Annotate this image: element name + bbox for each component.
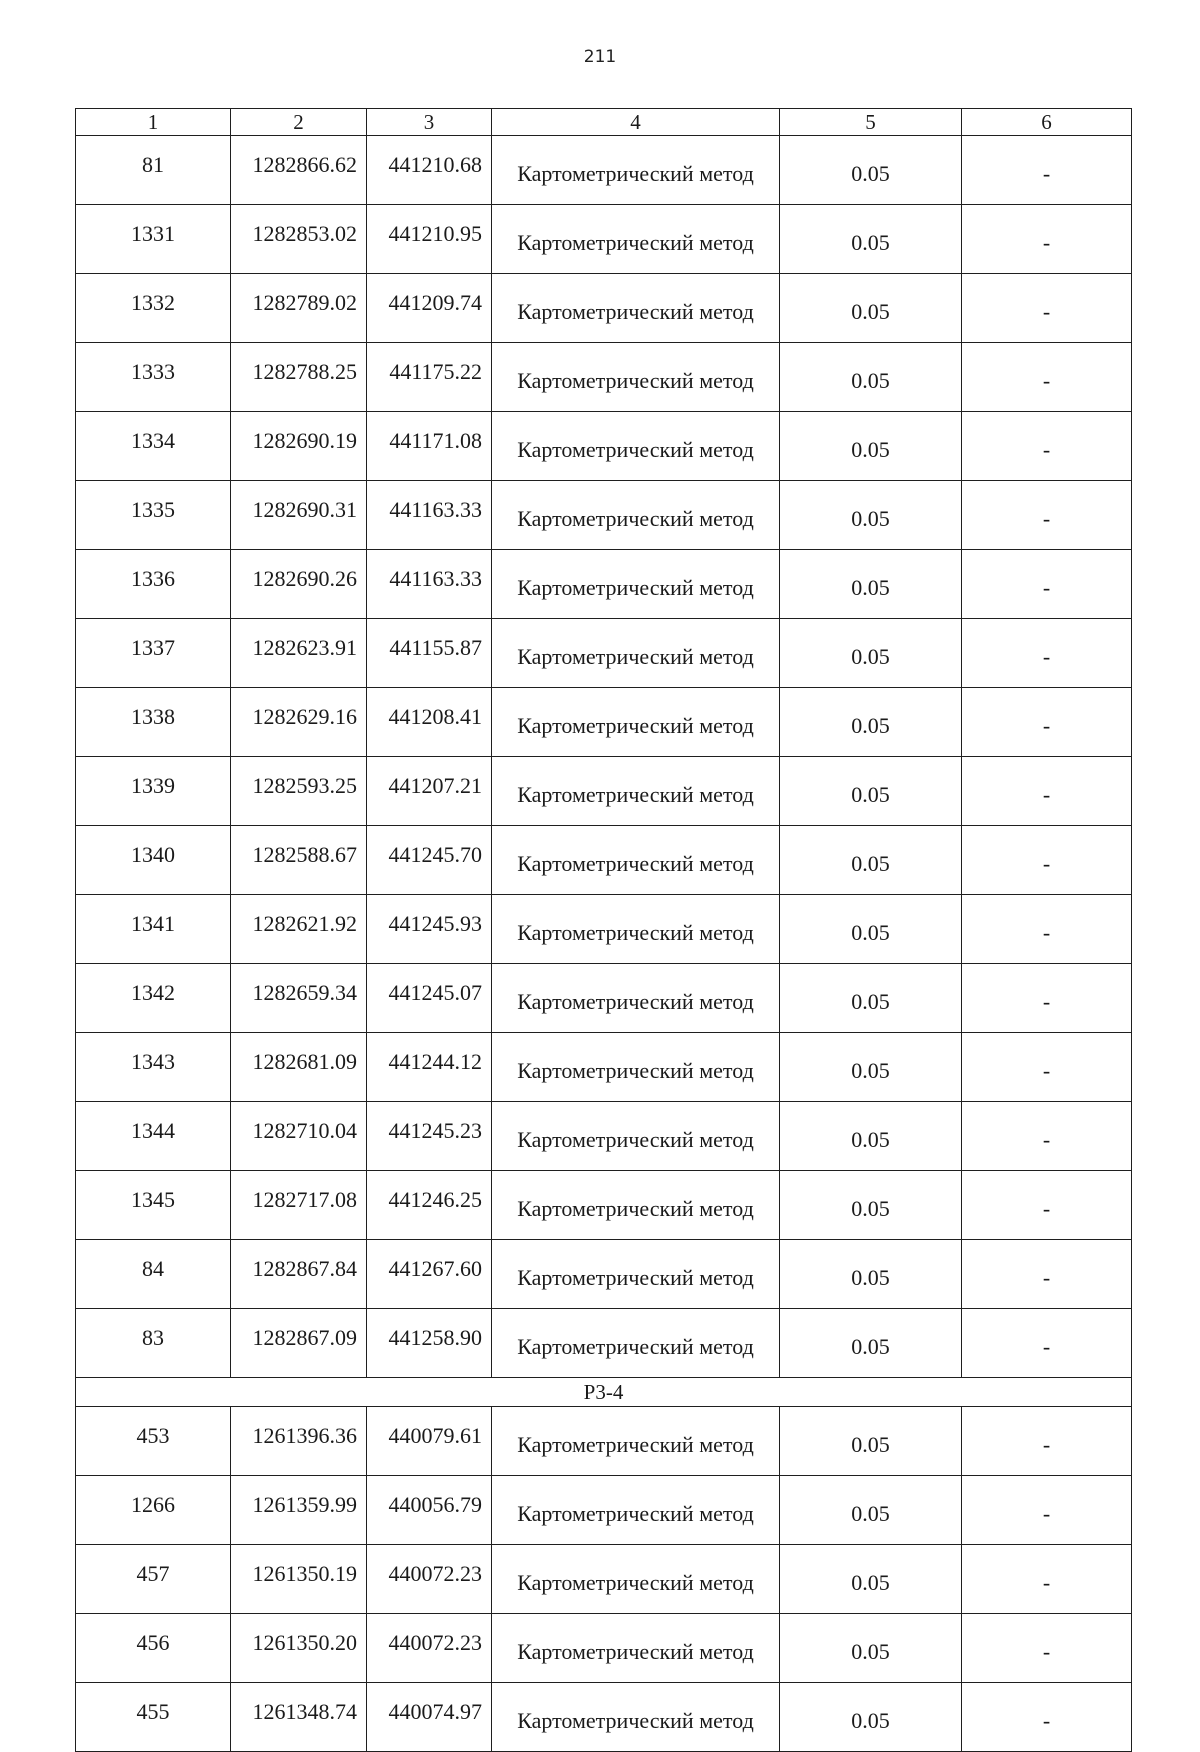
x-coordinate-cell: 1282867.09 bbox=[231, 1309, 367, 1378]
point-number-cell: 81 bbox=[76, 136, 231, 205]
table-row bbox=[76, 1614, 1132, 1683]
accuracy-cell: 0.05 bbox=[780, 1309, 962, 1378]
y-coordinate-cell: 441246.25 bbox=[367, 1171, 492, 1240]
table-row bbox=[76, 481, 1132, 550]
x-coordinate-cell: 1282659.34 bbox=[231, 964, 367, 1033]
point-number-cell: 455 bbox=[76, 1683, 231, 1752]
point-number-cell: 1340 bbox=[76, 826, 231, 895]
accuracy-cell: 0.05 bbox=[780, 964, 962, 1033]
note-cell: - bbox=[962, 757, 1132, 826]
x-coordinate-cell: 1282690.19 bbox=[231, 412, 367, 481]
note-cell: - bbox=[962, 1309, 1132, 1378]
x-coordinate-cell: 1282629.16 bbox=[231, 688, 367, 757]
method-cell: Картометрический метод bbox=[492, 757, 780, 826]
y-coordinate-cell: 441175.22 bbox=[367, 343, 492, 412]
point-number-cell: 84 bbox=[76, 1240, 231, 1309]
point-number-cell: 1344 bbox=[76, 1102, 231, 1171]
method-cell: Картометрический метод bbox=[492, 1240, 780, 1309]
accuracy-cell: 0.05 bbox=[780, 826, 962, 895]
point-number-cell: 1335 bbox=[76, 481, 231, 550]
point-number-cell: 1342 bbox=[76, 964, 231, 1033]
y-coordinate-cell: 441163.33 bbox=[367, 550, 492, 619]
x-coordinate-cell: 1282623.91 bbox=[231, 619, 367, 688]
method-cell: Картометрический метод bbox=[492, 1171, 780, 1240]
y-coordinate-cell: 440079.61 bbox=[367, 1407, 492, 1476]
column-header: 1 bbox=[76, 109, 231, 136]
x-coordinate-cell: 1282690.31 bbox=[231, 481, 367, 550]
note-cell: - bbox=[962, 1033, 1132, 1102]
y-coordinate-cell: 441267.60 bbox=[367, 1240, 492, 1309]
method-cell: Картометрический метод bbox=[492, 1683, 780, 1752]
note-cell: - bbox=[962, 688, 1132, 757]
y-coordinate-cell: 441171.08 bbox=[367, 412, 492, 481]
column-header: 2 bbox=[231, 109, 367, 136]
note-cell: - bbox=[962, 964, 1132, 1033]
method-cell: Картометрический метод bbox=[492, 136, 780, 205]
y-coordinate-cell: 440072.23 bbox=[367, 1545, 492, 1614]
x-coordinate-cell: 1282593.25 bbox=[231, 757, 367, 826]
table-row bbox=[76, 136, 1132, 205]
method-cell: Картометрический метод bbox=[492, 481, 780, 550]
page-number: 211 bbox=[583, 47, 617, 67]
table-row bbox=[76, 274, 1132, 343]
note-cell: - bbox=[962, 1545, 1132, 1614]
x-coordinate-cell: 1282690.26 bbox=[231, 550, 367, 619]
column-header: 6 bbox=[962, 109, 1132, 136]
table-body bbox=[76, 136, 1132, 1752]
point-number-cell: 1336 bbox=[76, 550, 231, 619]
y-coordinate-cell: 440074.97 bbox=[367, 1683, 492, 1752]
method-cell: Картометрический метод bbox=[492, 1545, 780, 1614]
x-coordinate-cell: 1282710.04 bbox=[231, 1102, 367, 1171]
x-coordinate-cell: 1261350.20 bbox=[231, 1614, 367, 1683]
table-row bbox=[76, 619, 1132, 688]
table-row bbox=[76, 1545, 1132, 1614]
header-row bbox=[76, 109, 1132, 136]
x-coordinate-cell: 1282588.67 bbox=[231, 826, 367, 895]
table-row bbox=[76, 1102, 1132, 1171]
section-title: Р3-4 bbox=[76, 1378, 1132, 1407]
point-number-cell: 1338 bbox=[76, 688, 231, 757]
y-coordinate-cell: 441245.93 bbox=[367, 895, 492, 964]
point-number-cell: 1343 bbox=[76, 1033, 231, 1102]
point-number-cell: 1334 bbox=[76, 412, 231, 481]
y-coordinate-cell: 441163.33 bbox=[367, 481, 492, 550]
point-number-cell: 1266 bbox=[76, 1476, 231, 1545]
method-cell: Картометрический метод bbox=[492, 205, 780, 274]
y-coordinate-cell: 441209.74 bbox=[367, 274, 492, 343]
table-row bbox=[76, 1240, 1132, 1309]
accuracy-cell: 0.05 bbox=[780, 412, 962, 481]
x-coordinate-cell: 1282717.08 bbox=[231, 1171, 367, 1240]
note-cell: - bbox=[962, 343, 1132, 412]
table-row bbox=[76, 1407, 1132, 1476]
point-number-cell: 453 bbox=[76, 1407, 231, 1476]
section-row bbox=[76, 1378, 1132, 1407]
point-number-cell: 1341 bbox=[76, 895, 231, 964]
method-cell: Картометрический метод bbox=[492, 619, 780, 688]
note-cell: - bbox=[962, 619, 1132, 688]
table-row bbox=[76, 895, 1132, 964]
y-coordinate-cell: 441208.41 bbox=[367, 688, 492, 757]
coordinates-table bbox=[75, 108, 1132, 1752]
y-coordinate-cell: 441245.70 bbox=[367, 826, 492, 895]
accuracy-cell: 0.05 bbox=[780, 895, 962, 964]
method-cell: Картометрический метод bbox=[492, 1614, 780, 1683]
method-cell: Картометрический метод bbox=[492, 1407, 780, 1476]
note-cell: - bbox=[962, 1102, 1132, 1171]
method-cell: Картометрический метод bbox=[492, 826, 780, 895]
note-cell: - bbox=[962, 136, 1132, 205]
y-coordinate-cell: 441155.87 bbox=[367, 619, 492, 688]
x-coordinate-cell: 1282853.02 bbox=[231, 205, 367, 274]
note-cell: - bbox=[962, 1240, 1132, 1309]
accuracy-cell: 0.05 bbox=[780, 1545, 962, 1614]
accuracy-cell: 0.05 bbox=[780, 205, 962, 274]
note-cell: - bbox=[962, 550, 1132, 619]
method-cell: Картометрический метод bbox=[492, 412, 780, 481]
method-cell: Картометрический метод bbox=[492, 1476, 780, 1545]
y-coordinate-cell: 440072.23 bbox=[367, 1614, 492, 1683]
note-cell: - bbox=[962, 1683, 1132, 1752]
table-row bbox=[76, 757, 1132, 826]
x-coordinate-cell: 1261359.99 bbox=[231, 1476, 367, 1545]
table-row bbox=[76, 412, 1132, 481]
method-cell: Картометрический метод bbox=[492, 1102, 780, 1171]
note-cell: - bbox=[962, 895, 1132, 964]
accuracy-cell: 0.05 bbox=[780, 1240, 962, 1309]
table-header bbox=[76, 109, 1132, 136]
y-coordinate-cell: 441207.21 bbox=[367, 757, 492, 826]
table-row bbox=[76, 1309, 1132, 1378]
table-row bbox=[76, 964, 1132, 1033]
x-coordinate-cell: 1282621.92 bbox=[231, 895, 367, 964]
accuracy-cell: 0.05 bbox=[780, 1614, 962, 1683]
x-coordinate-cell: 1282681.09 bbox=[231, 1033, 367, 1102]
note-cell: - bbox=[962, 1614, 1132, 1683]
accuracy-cell: 0.05 bbox=[780, 757, 962, 826]
method-cell: Картометрический метод bbox=[492, 895, 780, 964]
accuracy-cell: 0.05 bbox=[780, 1171, 962, 1240]
method-cell: Картометрический метод bbox=[492, 1033, 780, 1102]
table-row bbox=[76, 1171, 1132, 1240]
x-coordinate-cell: 1282788.25 bbox=[231, 343, 367, 412]
point-number-cell: 1332 bbox=[76, 274, 231, 343]
point-number-cell: 1339 bbox=[76, 757, 231, 826]
x-coordinate-cell: 1282789.02 bbox=[231, 274, 367, 343]
accuracy-cell: 0.05 bbox=[780, 1683, 962, 1752]
note-cell: - bbox=[962, 274, 1132, 343]
accuracy-cell: 0.05 bbox=[780, 1102, 962, 1171]
accuracy-cell: 0.05 bbox=[780, 343, 962, 412]
accuracy-cell: 0.05 bbox=[780, 550, 962, 619]
x-coordinate-cell: 1282867.84 bbox=[231, 1240, 367, 1309]
y-coordinate-cell: 441245.23 bbox=[367, 1102, 492, 1171]
method-cell: Картометрический метод bbox=[492, 688, 780, 757]
y-coordinate-cell: 441210.95 bbox=[367, 205, 492, 274]
method-cell: Картометрический метод bbox=[492, 274, 780, 343]
point-number-cell: 83 bbox=[76, 1309, 231, 1378]
table-row bbox=[76, 205, 1132, 274]
x-coordinate-cell: 1261350.19 bbox=[231, 1545, 367, 1614]
note-cell: - bbox=[962, 481, 1132, 550]
point-number-cell: 1333 bbox=[76, 343, 231, 412]
accuracy-cell: 0.05 bbox=[780, 688, 962, 757]
column-header: 5 bbox=[780, 109, 962, 136]
column-header: 4 bbox=[492, 109, 780, 136]
note-cell: - bbox=[962, 1171, 1132, 1240]
accuracy-cell: 0.05 bbox=[780, 481, 962, 550]
x-coordinate-cell: 1261348.74 bbox=[231, 1683, 367, 1752]
column-header: 3 bbox=[367, 109, 492, 136]
y-coordinate-cell: 441244.12 bbox=[367, 1033, 492, 1102]
x-coordinate-cell: 1261396.36 bbox=[231, 1407, 367, 1476]
method-cell: Картометрический метод bbox=[492, 550, 780, 619]
accuracy-cell: 0.05 bbox=[780, 274, 962, 343]
accuracy-cell: 0.05 bbox=[780, 1476, 962, 1545]
point-number-cell: 1345 bbox=[76, 1171, 231, 1240]
method-cell: Картометрический метод bbox=[492, 1309, 780, 1378]
y-coordinate-cell: 441258.90 bbox=[367, 1309, 492, 1378]
point-number-cell: 1337 bbox=[76, 619, 231, 688]
note-cell: - bbox=[962, 1407, 1132, 1476]
method-cell: Картометрический метод bbox=[492, 964, 780, 1033]
table-row bbox=[76, 1683, 1132, 1752]
note-cell: - bbox=[962, 1476, 1132, 1545]
table-row bbox=[76, 826, 1132, 895]
table-row bbox=[76, 550, 1132, 619]
note-cell: - bbox=[962, 826, 1132, 895]
y-coordinate-cell: 440056.79 bbox=[367, 1476, 492, 1545]
accuracy-cell: 0.05 bbox=[780, 619, 962, 688]
accuracy-cell: 0.05 bbox=[780, 1033, 962, 1102]
table-row bbox=[76, 1033, 1132, 1102]
note-cell: - bbox=[962, 205, 1132, 274]
x-coordinate-cell: 1282866.62 bbox=[231, 136, 367, 205]
accuracy-cell: 0.05 bbox=[780, 1407, 962, 1476]
y-coordinate-cell: 441210.68 bbox=[367, 136, 492, 205]
point-number-cell: 457 bbox=[76, 1545, 231, 1614]
table-row bbox=[76, 688, 1132, 757]
accuracy-cell: 0.05 bbox=[780, 136, 962, 205]
point-number-cell: 456 bbox=[76, 1614, 231, 1683]
note-cell: - bbox=[962, 412, 1132, 481]
method-cell: Картометрический метод bbox=[492, 343, 780, 412]
point-number-cell: 1331 bbox=[76, 205, 231, 274]
table-row bbox=[76, 343, 1132, 412]
y-coordinate-cell: 441245.07 bbox=[367, 964, 492, 1033]
table-row bbox=[76, 1476, 1132, 1545]
